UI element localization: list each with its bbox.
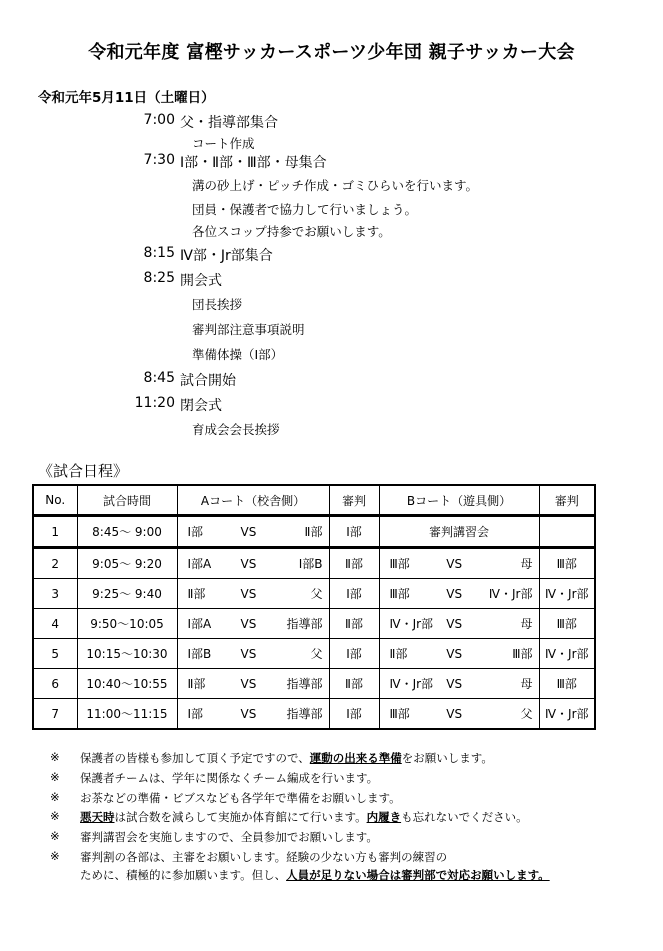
timetable-detail-row xyxy=(0,320,663,340)
court-b-note: 審判講習会 xyxy=(379,516,539,548)
note-text: 審判講習会を実施しますので、全員参加でお願いします。 xyxy=(80,830,378,844)
note-emphasis: 内履き xyxy=(366,810,402,824)
vs-label: VS xyxy=(240,556,257,571)
match xyxy=(380,639,539,668)
timetable-event: 父・指導部集合 xyxy=(180,115,278,131)
table-row xyxy=(33,516,595,548)
court-b-match xyxy=(379,609,539,639)
referee-a: Ⅱ部 xyxy=(329,669,379,699)
vs-label: VS xyxy=(240,646,257,661)
table-row xyxy=(33,699,595,730)
vs-label: VS xyxy=(446,556,463,571)
away-team: 母 xyxy=(520,617,533,631)
match xyxy=(178,549,329,578)
referee-b: Ⅲ部 xyxy=(539,548,595,579)
timetable-event: Ⅰ部・Ⅱ部・Ⅲ部・母集合 xyxy=(180,155,327,171)
note-text: 保護者チームは、学年に関係なくチーム編成を行います。 xyxy=(80,771,379,785)
game-time: 8:45～ 9:00 xyxy=(77,516,177,548)
referee-b: Ⅲ部 xyxy=(539,669,595,699)
timetable-detail-row xyxy=(0,176,663,196)
game-no: 6 xyxy=(33,669,77,699)
event-date: 令和元年5月11日（土曜日） xyxy=(38,90,215,106)
timetable-detail: コート作成 xyxy=(192,136,255,151)
vs-label: VS xyxy=(446,586,463,601)
court-a-match xyxy=(177,516,329,548)
timetable-detail: 準備体操（Ⅰ部） xyxy=(192,347,284,362)
timetable-entry xyxy=(0,112,663,132)
vs-label: VS xyxy=(446,676,463,691)
away-team: Ⅰ部B xyxy=(298,557,323,571)
timetable-event: 試合開始 xyxy=(180,373,236,389)
timetable-entry xyxy=(0,395,663,415)
court-a-match xyxy=(177,609,329,639)
timetable-entry xyxy=(0,270,663,290)
timetable-event: 閉会式 xyxy=(180,398,222,414)
court-b-match xyxy=(379,669,539,699)
court-a-match xyxy=(177,579,329,609)
match xyxy=(380,669,539,698)
away-team: 指導部 xyxy=(286,617,323,631)
referee-b xyxy=(539,516,595,548)
note-mark: ※ xyxy=(50,770,60,784)
referee-b: Ⅲ部 xyxy=(539,609,595,639)
referee-a: Ⅰ部 xyxy=(329,516,379,548)
away-team: 母 xyxy=(520,557,533,571)
referee-b: Ⅳ・Jr部 xyxy=(539,639,595,669)
timetable-detail-row xyxy=(0,345,663,365)
game-time: 11:00～11:15 xyxy=(77,699,177,730)
match xyxy=(178,639,329,668)
game-no: 2 xyxy=(33,548,77,579)
court-b-match xyxy=(379,699,539,730)
away-team: 指導部 xyxy=(286,707,323,721)
timetable-event: Ⅳ部・Jr部集合 xyxy=(180,248,273,264)
game-no: 4 xyxy=(33,609,77,639)
timetable-detail-row xyxy=(0,222,663,242)
timetable-detail: 溝の砂上げ・ピッチ作成・ゴミひらいを行います。 xyxy=(192,178,479,193)
referee-a: Ⅰ部 xyxy=(329,579,379,609)
home-team: Ⅲ部 xyxy=(389,587,410,601)
game-no: 7 xyxy=(33,699,77,730)
table-header-row xyxy=(33,485,595,516)
note-mark: ※ xyxy=(50,790,60,804)
timetable-detail: 審判部注意事項説明 xyxy=(192,322,305,337)
home-team: Ⅱ部 xyxy=(187,677,206,691)
note-emphasis: 悪天時 xyxy=(80,810,115,824)
game-time: 9:25～ 9:40 xyxy=(77,579,177,609)
away-team: 父 xyxy=(520,707,533,721)
vs-label: VS xyxy=(240,586,257,601)
timetable-detail-row xyxy=(0,134,663,154)
timetable-detail-row xyxy=(0,200,663,220)
match xyxy=(380,549,539,578)
game-no: 3 xyxy=(33,579,77,609)
header-court-b: Bコート（遊具側） xyxy=(379,485,539,516)
game-schedule-table xyxy=(32,484,596,730)
table-row xyxy=(33,609,595,639)
note-text: 保護者の皆様も参加して頂く予定ですので、 xyxy=(80,751,310,765)
table-row xyxy=(33,548,595,579)
match xyxy=(380,699,539,728)
game-time: 9:50～10:05 xyxy=(77,609,177,639)
vs-label: VS xyxy=(240,676,257,691)
referee-b: Ⅳ・Jr部 xyxy=(539,579,595,609)
match xyxy=(178,517,329,546)
game-time: 10:15～10:30 xyxy=(77,639,177,669)
timetable-entry xyxy=(0,245,663,265)
away-team: Ⅳ・Jr部 xyxy=(488,587,533,601)
timetable-detail: 団長挨拶 xyxy=(192,297,243,312)
game-time: 10:40～10:55 xyxy=(77,669,177,699)
referee-a: Ⅰ部 xyxy=(329,699,379,730)
vs-label: VS xyxy=(446,706,463,721)
header-no: No. xyxy=(33,485,77,516)
match xyxy=(178,609,329,638)
match xyxy=(178,579,329,608)
vs-label: VS xyxy=(446,616,463,631)
note-mark: ※ xyxy=(50,829,60,843)
court-b-match xyxy=(379,548,539,579)
timetable-time: 8:45 xyxy=(143,370,175,386)
home-team: Ⅲ部 xyxy=(389,557,410,571)
away-team: 指導部 xyxy=(286,677,323,691)
timetable-detail: 育成会会長挨拶 xyxy=(192,422,280,437)
page-title: 令和元年度 富樫サッカースポーツ少年団 親子サッカー大会 xyxy=(88,42,575,63)
court-b-match xyxy=(379,639,539,669)
note-text: お茶などの準備・ビブスなども各学年で準備をお願いします。 xyxy=(80,791,401,805)
timetable-entry xyxy=(0,370,663,390)
away-team: 父 xyxy=(310,587,323,601)
note-emphasis: 運動の出来る準備 xyxy=(309,751,402,765)
note-mark: ※ xyxy=(50,750,60,764)
table-row xyxy=(33,669,595,699)
match xyxy=(178,699,329,728)
timetable-entry xyxy=(0,152,663,172)
home-team: Ⅱ部 xyxy=(389,647,408,661)
home-team: Ⅱ部 xyxy=(187,587,206,601)
note-mark: ※ xyxy=(50,849,60,863)
match xyxy=(380,579,539,608)
header-referee-a: 審判 xyxy=(329,485,379,516)
home-team: Ⅳ・Jr部 xyxy=(389,677,434,691)
court-b-match xyxy=(379,579,539,609)
court-a-match xyxy=(177,548,329,579)
vs-label: VS xyxy=(240,706,257,721)
court-a-match xyxy=(177,699,329,730)
court-a-match xyxy=(177,639,329,669)
home-team: Ⅰ部A xyxy=(187,617,212,631)
match xyxy=(178,669,329,698)
note-text: は試合数を減らして実施か体育館にて行います。 xyxy=(114,810,367,824)
court-a-match xyxy=(177,669,329,699)
game-time: 9:05～ 9:20 xyxy=(77,548,177,579)
timetable-time: 8:15 xyxy=(143,245,175,261)
home-team: Ⅰ部 xyxy=(187,707,204,721)
away-team: Ⅲ部 xyxy=(512,647,533,661)
header-time: 試合時間 xyxy=(77,485,177,516)
note-text: も忘れないでください。 xyxy=(401,810,528,824)
note-emphasis: 人員が足りない場合は審判部で対応お願いします。 xyxy=(286,868,550,882)
referee-a: Ⅱ部 xyxy=(329,609,379,639)
home-team: Ⅳ・Jr部 xyxy=(389,617,434,631)
game-no: 1 xyxy=(33,516,77,548)
home-team: Ⅰ部A xyxy=(187,557,212,571)
header-referee-b: 審判 xyxy=(539,485,595,516)
away-team: 母 xyxy=(520,677,533,691)
timetable-detail: 各位スコップ持参でお願いします。 xyxy=(192,224,391,239)
away-team: 父 xyxy=(310,647,323,661)
note-text: をお願いします。 xyxy=(401,751,493,765)
home-team: Ⅰ部 xyxy=(187,525,204,539)
referee-a: Ⅱ部 xyxy=(329,548,379,579)
home-team: Ⅰ部B xyxy=(187,647,212,661)
home-team: Ⅲ部 xyxy=(389,707,410,721)
match xyxy=(380,609,539,638)
games-section-title: 《試合日程》 xyxy=(38,462,129,480)
away-team: Ⅱ部 xyxy=(304,525,323,539)
vs-label: VS xyxy=(446,646,463,661)
game-no: 5 xyxy=(33,639,77,669)
vs-label: VS xyxy=(240,524,257,539)
timetable-event: 開会式 xyxy=(180,273,222,289)
timetable-time: 8:25 xyxy=(143,270,175,286)
timetable-time: 7:30 xyxy=(143,152,175,168)
timetable-time: 7:00 xyxy=(143,112,175,128)
note-text: 審判割の各部は、主審をお願いします。経験の少ない方も審判の練習の xyxy=(80,850,448,864)
timetable-detail-row xyxy=(0,420,663,440)
note-text: ために、積極的に参加願います。但し、 xyxy=(80,868,287,882)
header-court-a: Aコート（校舎側） xyxy=(177,485,329,516)
vs-label: VS xyxy=(240,616,257,631)
timetable-detail: 団員・保護者で協力して行いましょう。 xyxy=(192,202,418,217)
note-mark: ※ xyxy=(50,809,60,823)
timetable-time: 11:20 xyxy=(134,395,175,411)
table-row xyxy=(33,639,595,669)
timetable-detail-row xyxy=(0,295,663,315)
referee-a: Ⅰ部 xyxy=(329,639,379,669)
table-row xyxy=(33,579,595,609)
referee-b: Ⅳ・Jr部 xyxy=(539,699,595,730)
